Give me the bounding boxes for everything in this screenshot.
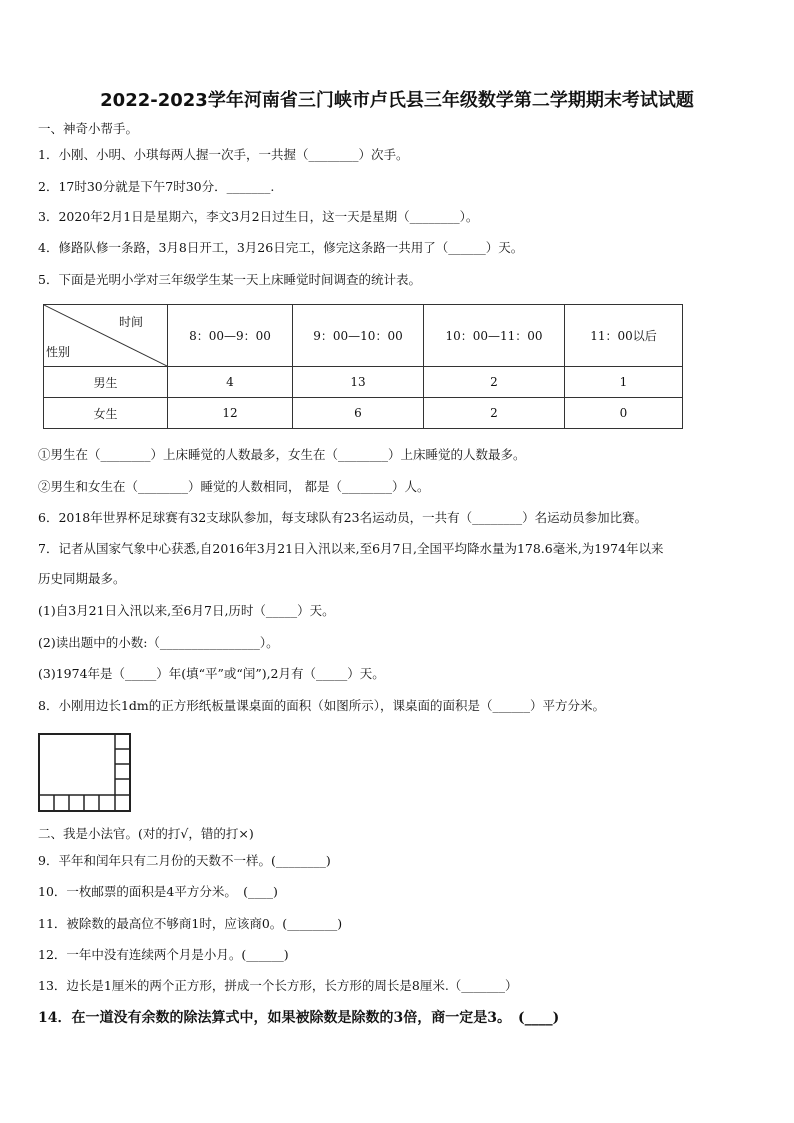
question-7-part-1: (1)自3月21日入汛以来,至6月7日,历时（_____）天。	[38, 603, 335, 618]
question-7: 7．记者从国家气象中心获悉,自2016年3月21日入汛以来,至6月7日,全国平均降水量为178.6毫米,为1974年以来	[38, 541, 664, 556]
table-cell: 0	[565, 398, 683, 429]
question-5: 5．下面是光明小学对三年级学生某一天上床睡觉时间调查的统计表。	[38, 272, 421, 287]
question-1: 1．小刚、小明、小琪每两人握一次手，一共握（________）次手。	[38, 147, 409, 162]
column-header: 8：00—9：00	[168, 305, 293, 367]
table-cell: 13	[293, 367, 424, 398]
column-header: 9：00—10：00	[293, 305, 424, 367]
table-cell: 1	[565, 367, 683, 398]
page-title: 2022-2023学年河南省三门峡市卢氏县三年级数学第二学期期末考试试题	[100, 90, 694, 111]
section-2-heading: 二、我是小法官。(对的打√，错的打×)	[38, 826, 254, 841]
question-6: 6．2018年世界杯足球赛有32支球队参加，每支球队有23名运动员，一共有（________）名运动员参加比赛。	[38, 510, 648, 525]
row-label: 女生	[44, 398, 168, 429]
question-7-continued: 历史同期最多。	[38, 571, 126, 586]
column-header: 10：00—11：00	[424, 305, 565, 367]
sleep-time-table	[43, 304, 683, 429]
section-1-heading: 一、神奇小帮手。	[38, 121, 139, 136]
question-7-part-2: (2)读出题中的小数:（________________）。	[38, 635, 279, 650]
question-5-part-1: ①男生在（________）上床睡觉的人数最多，女生在（________）上床睡觉的人数最多。	[38, 447, 526, 462]
question-11: 11．被除数的最高位不够商1时，应该商0。(________)	[38, 916, 343, 931]
table-row	[44, 367, 683, 398]
question-5-part-2: ②男生和女生在（________）睡觉的人数相同， 都是（________）人。	[38, 479, 430, 494]
table-cell: 12	[168, 398, 293, 429]
corner-label-time: 时间	[118, 315, 143, 329]
table-cell: 6	[293, 398, 424, 429]
table-header-row	[44, 305, 683, 367]
table-cell: 2	[424, 367, 565, 398]
question-8: 8．小刚用边长1dm的正方形纸板量课桌面的面积（如图所示），课桌面的面积是（______）平方分米。	[38, 698, 606, 713]
question-14: 14．在一道没有余数的除法算式中，如果被除数是除数的3倍，商一定是3。 (____)	[38, 1010, 560, 1026]
question-13: 13．边长是1厘米的两个正方形，拼成一个长方形，长方形的周长是8厘米.（_______）	[38, 978, 518, 993]
question-10: 10．一枚邮票的面积是4平方分米。 (____)	[38, 884, 278, 899]
row-label: 男生	[44, 367, 168, 398]
column-header: 11：00以后	[565, 305, 683, 367]
table-cell: 2	[424, 398, 565, 429]
table-cell: 4	[168, 367, 293, 398]
question-12: 12．一年中没有连续两个月是小月。(______)	[38, 947, 289, 962]
table-row	[44, 398, 683, 429]
table-corner-cell	[44, 305, 168, 367]
question-3: 3．2020年2月1日是星期六，李文3月2日过生日，这一天是星期（________）。	[38, 209, 479, 224]
question-4: 4．修路队修一条路，3月8日开工，3月26日完工，修完这条路一共用了（______）天。	[38, 240, 524, 255]
desk-grid-figure	[38, 733, 132, 813]
question-2: 2．17时30分就是下午7时30分．_______.	[38, 179, 275, 194]
question-9: 9．平年和闰年只有二月份的天数不一样。(________)	[38, 853, 331, 868]
question-7-part-3: (3)1974年是（_____）年(填“平”或“闰”),2月有（_____）天。	[38, 666, 385, 681]
corner-label-gender: 性别	[46, 345, 71, 359]
